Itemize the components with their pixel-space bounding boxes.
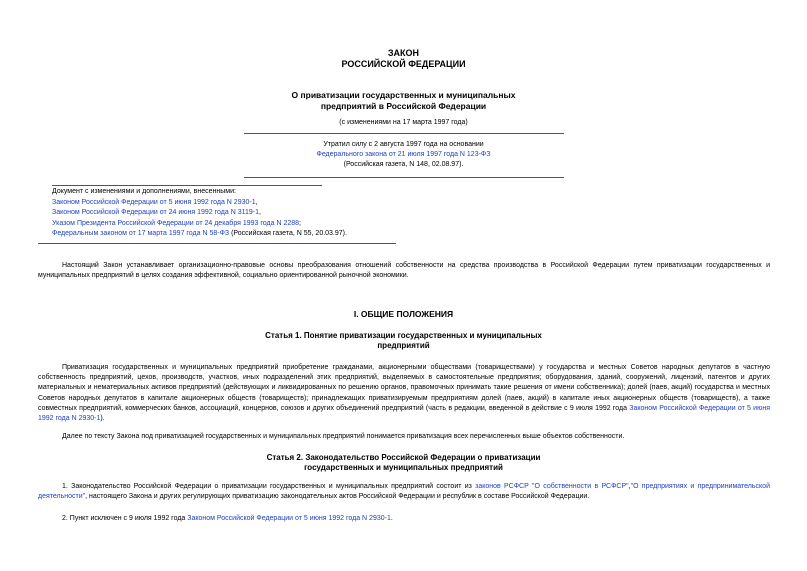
article-2-amend-link[interactable]: Законом Российской Федерации от 5 июня 1992 года N 2930-1 [187, 515, 391, 522]
article-2-title-line1: Статья 2. Законодательство Российской Федерации о приватизации [266, 453, 541, 462]
lost-force-law-link[interactable]: Федерального закона от 21 июля 1997 года N 123-ФЗ [316, 151, 491, 158]
article-2-title-line2: государственных и муниципальных предприятий [304, 463, 503, 472]
preamble-paragraph: Настоящий Закон устанавливает организационно-правовые основы преобразования отношений собственности на средства производства в Российской Федерации путем приватизации государственных и муниципальных предприятий в целях создания эффективной, социально ориентированной рыночной экономики. [38, 262, 770, 280]
article-1-title [0, 331, 807, 351]
article-2-paragraph-2: 2. Пункт исключен с 9 июля 1992 года Законом Российской Федерации от 5 июня 1992 года N 2930-1. [62, 515, 393, 522]
document-changes-box: Документ с изменениями и дополнениями, внесенными: Законом Российской Федерации от 5 июня 1992 года N 2930-1, Законом Российской Федерации от 24 июня 1992 года N 3119-1, Указом Президента Российской Федерации от 24 декабря 1993 года N 2288; Федеральным законом от 17 марта 1997 года N 58-ФЗ (Российская газета, N 55, 20.03.97). [52, 187, 532, 240]
change-link-3[interactable]: Указом Президента Российской Федерации от 24 декабря 1993 года N 2288 [52, 219, 300, 227]
lost-force-line1: Утратил силу с 2 августа 1997 года на основании [323, 141, 484, 148]
lost-force-line3: (Российская газета, N 148, 02.08.97). [343, 161, 464, 168]
change-link-1[interactable]: Законом Российской Федерации от 5 июня 1992 года N 2930-1 [52, 198, 256, 206]
article-2-paragraph-1: 1. Законодательство Российской Федерации о приватизации государственных и муниципальных предприятий состоит из законов РСФСР "О собственности в РСФСР","О предприятиях и предпринимательской деятельности", настоящего Закона и других регулирующих приватизацию законодательных актов Российской Федерации и республик в составе Российской Федерации. [38, 483, 770, 501]
changes-divider-bottom [38, 243, 396, 244]
changes-intro: Документ с изменениями и дополнениями, внесенными: [52, 188, 236, 195]
law-title-line1: ЗАКОН [387, 48, 420, 58]
law-subtitle-line2: предприятий в Российской Федерации [320, 100, 487, 111]
law-property-link[interactable]: законов РСФСР "О собственности в РСФСР" [475, 483, 629, 490]
section-1-title: I. ОБЩИЕ ПОЛОЖЕНИЯ [353, 309, 454, 319]
divider-top [244, 133, 564, 134]
divider-bottom [244, 177, 564, 178]
article-1-paragraph-1: Приватизация государственных и муниципальных предприятий приобретение гражданами, акционерными обществами (товариществами) у государства и местных Советов народных депутатов в частную собственность предприятий, цехов, производств, участков, иных подразделений этих предприятий, выделяемых в самостоятельные предприятия; оборудования, зданий, сооружений, лицензий, патентов и других материальных и нематериальных активов предприятий (действующих и ликвидированных по решению органов, правомочных принимать такие решения от имени собственника); долей (паев, акций) государства и местных Советов народных депутатов в капитале акционерных обществ (товариществ); принадлежащих приватизируемым предприятиям долей (паев, акций) в капитале иных акционерных обществ (товариществ), а также совместных предприятий, коммерческих банков, ассоциаций, концернов, союзов и других объединений предприятий (часть в редакции, введенной в действие с 9 июля 1992 года Законом Российской Федерации от 5 июня 1992 года N 2930-1). [38, 364, 770, 423]
article-1-title-line2: предприятий [377, 341, 430, 350]
law-subtitle [0, 90, 807, 111]
article-1-paragraph-2: Далее по тексту Закона под приватизацией государственных и муниципальных предприятий понимается приватизация всех перечисленных выше объектов собственности. [62, 433, 625, 440]
changes-divider-top [52, 185, 322, 186]
law-title-line2: РОССИЙСКОЙ ФЕДЕРАЦИИ [341, 59, 466, 69]
article-2-title [0, 453, 807, 473]
amendment-note: (с изменениями на 17 марта 1997 года) [339, 119, 468, 126]
lost-force-block [0, 140, 807, 170]
law-subtitle-line1: О приватизации государственных и муниципальных [291, 90, 516, 100]
article-1-title-line1: Статья 1. Понятие приватизации государственных и муниципальных [265, 331, 542, 340]
law-enterprises-link[interactable]: "О предприятиях и предпринимательской деятельности" [38, 483, 770, 501]
change-link-4-suffix: (Российская газета, N 55, 20.03.97). [229, 230, 347, 238]
law-title [0, 48, 807, 70]
change-link-4[interactable]: Федеральным законом от 17 марта 1997 года N 58-ФЗ [52, 230, 230, 238]
article-1-amend-link[interactable]: Законом Российской Федерации от 5 июня 1992 года N 2930-1 [38, 404, 770, 423]
change-link-2[interactable]: Законом Российской Федерации от 24 июня 1992 года N 3119-1 [52, 209, 259, 217]
